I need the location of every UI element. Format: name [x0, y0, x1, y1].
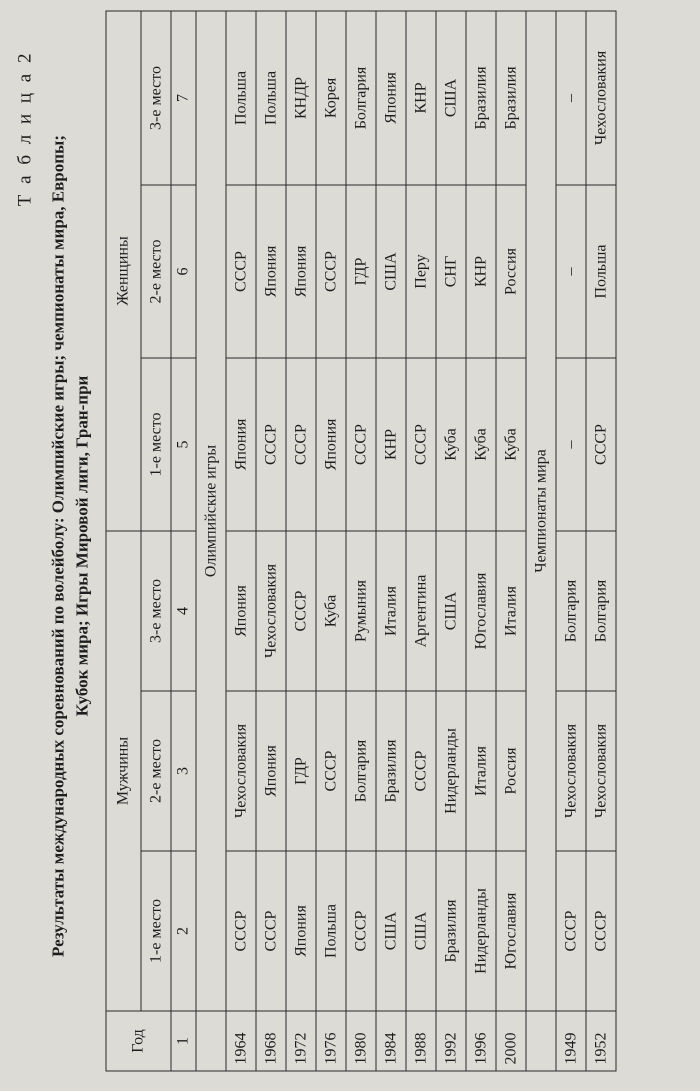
result-cell: СССР [406, 357, 436, 530]
table-row [586, 10, 616, 1070]
header-women-place-1: 1-е место [141, 357, 171, 530]
result-cell: Япония [286, 851, 316, 1011]
result-cell: Куба [466, 357, 496, 530]
year-cell: 1949 [556, 1011, 586, 1071]
result-cell: СССР [346, 851, 376, 1011]
result-cell: США [406, 851, 436, 1011]
result-cell: Нидерланды [436, 691, 466, 851]
result-cell: СССР [556, 851, 586, 1011]
result-cell: Бразилия [436, 851, 466, 1011]
table-row [376, 10, 406, 1070]
results-table [105, 10, 616, 1071]
result-cell: Япония [316, 357, 346, 530]
table-row [406, 10, 436, 1070]
result-cell: Болгария [346, 10, 376, 184]
result-cell: Польша [586, 184, 616, 357]
result-cell: Россия [496, 691, 526, 851]
result-cell: Куба [436, 357, 466, 530]
result-cell: Куба [316, 530, 346, 690]
result-cell: США [436, 530, 466, 690]
header-men-place-1: 1-е место [141, 851, 171, 1011]
result-cell: КНР [466, 184, 496, 357]
year-cell: 1988 [406, 1011, 436, 1071]
result-cell: Япония [376, 10, 406, 184]
table-row [556, 10, 586, 1070]
table-row [226, 10, 256, 1070]
year-cell: 1992 [436, 1011, 466, 1071]
year-cell: 1996 [466, 1011, 496, 1071]
table-row [496, 10, 526, 1070]
result-cell: Болгария [586, 530, 616, 690]
header-men-place-3: 3-е место [141, 530, 171, 690]
table-row [256, 10, 286, 1070]
result-cell: Перу [406, 184, 436, 357]
year-cell: 1964 [226, 1011, 256, 1071]
result-cell: – [556, 10, 586, 184]
header-women-place-2: 2-е место [141, 184, 171, 357]
result-cell: Япония [226, 530, 256, 690]
result-cell: Чехословакия [556, 691, 586, 851]
result-cell: СССР [256, 357, 286, 530]
year-cell: 1976 [316, 1011, 346, 1071]
result-cell: ГДР [286, 691, 316, 851]
result-cell: Россия [496, 184, 526, 357]
column-number: 1 [171, 1011, 196, 1071]
result-cell: Япония [226, 357, 256, 530]
section-title: Олимпийские игры [196, 10, 226, 1010]
result-cell: СССР [256, 851, 286, 1011]
result-cell: СССР [406, 691, 436, 851]
result-cell: СССР [586, 851, 616, 1011]
result-cell: – [556, 184, 586, 357]
result-cell: СССР [286, 357, 316, 530]
year-cell: 1968 [256, 1011, 286, 1071]
result-cell: Румыния [346, 530, 376, 690]
results-body [196, 10, 616, 1070]
result-cell: КНДР [286, 10, 316, 184]
year-cell: 1972 [286, 1011, 316, 1071]
header-year: Год [106, 1011, 171, 1071]
header-women-place-3: 3-е место [141, 10, 171, 184]
section-title: Чемпионаты мира [526, 10, 556, 1010]
column-number: 5 [171, 357, 196, 530]
column-number: 4 [171, 530, 196, 690]
result-cell: СССР [226, 184, 256, 357]
column-number: 7 [171, 10, 196, 184]
result-cell: Аргентина [406, 530, 436, 690]
result-cell: США [376, 851, 406, 1011]
result-cell: Польша [316, 851, 346, 1011]
result-cell: КНР [406, 10, 436, 184]
result-cell: Польша [256, 10, 286, 184]
header-women: Женщины [106, 10, 141, 530]
result-cell: Чехословакия [586, 691, 616, 851]
result-cell: Италия [496, 530, 526, 690]
result-cell: ГДР [346, 184, 376, 357]
year-cell: 1984 [376, 1011, 406, 1071]
result-cell: Корея [316, 10, 346, 184]
result-cell: СССР [226, 851, 256, 1011]
header-men-place-2: 2-е место [141, 691, 171, 851]
result-cell: Югославия [466, 530, 496, 690]
result-cell: Япония [286, 184, 316, 357]
header-men: Мужчины [106, 530, 141, 1010]
result-cell: Куба [496, 357, 526, 530]
year-cell: 1980 [346, 1011, 376, 1071]
result-cell: СССР [316, 184, 346, 357]
column-number: 3 [171, 691, 196, 851]
table-row [466, 10, 496, 1070]
table-row [346, 10, 376, 1070]
table-title-line-2: Кубок мира; Игры Мировой лиги, Гран-при [72, 375, 91, 716]
year-cell: 1952 [586, 1011, 616, 1071]
result-cell: СНГ [436, 184, 466, 357]
result-cell: Бразилия [466, 10, 496, 184]
column-number: 6 [171, 184, 196, 357]
result-cell: Югославия [496, 851, 526, 1011]
year-cell-empty [196, 1011, 226, 1071]
result-cell: Италия [466, 691, 496, 851]
table-label: Т а б л и ц а 2 [14, 50, 35, 206]
result-cell: Бразилия [496, 10, 526, 184]
result-cell: Нидерланды [466, 851, 496, 1011]
table-row [316, 10, 346, 1070]
result-cell: Болгария [346, 691, 376, 851]
year-cell: 2000 [496, 1011, 526, 1071]
result-cell: Польша [226, 10, 256, 184]
result-cell: Чехословакия [226, 691, 256, 851]
table-row [286, 10, 316, 1070]
column-number: 2 [171, 851, 196, 1011]
year-cell-empty [526, 1011, 556, 1071]
result-cell: СССР [586, 357, 616, 530]
result-cell: Бразилия [376, 691, 406, 851]
result-cell: – [556, 357, 586, 530]
result-cell: Япония [256, 184, 286, 357]
result-cell: США [376, 184, 406, 357]
table-title-line-1: Результаты международных соревнований по волейболу: Олимпийские игры; чемпионаты мира, Европы; [48, 134, 67, 957]
result-cell: КНР [376, 357, 406, 530]
result-cell: СССР [346, 357, 376, 530]
result-cell: Чехословакия [256, 530, 286, 690]
result-cell: Япония [256, 691, 286, 851]
result-cell: Чехословакия [586, 10, 616, 184]
table-row [436, 10, 466, 1070]
result-cell: СССР [316, 691, 346, 851]
result-cell: СССР [286, 530, 316, 690]
result-cell: США [436, 10, 466, 184]
result-cell: Болгария [556, 530, 586, 690]
result-cell: Италия [376, 530, 406, 690]
